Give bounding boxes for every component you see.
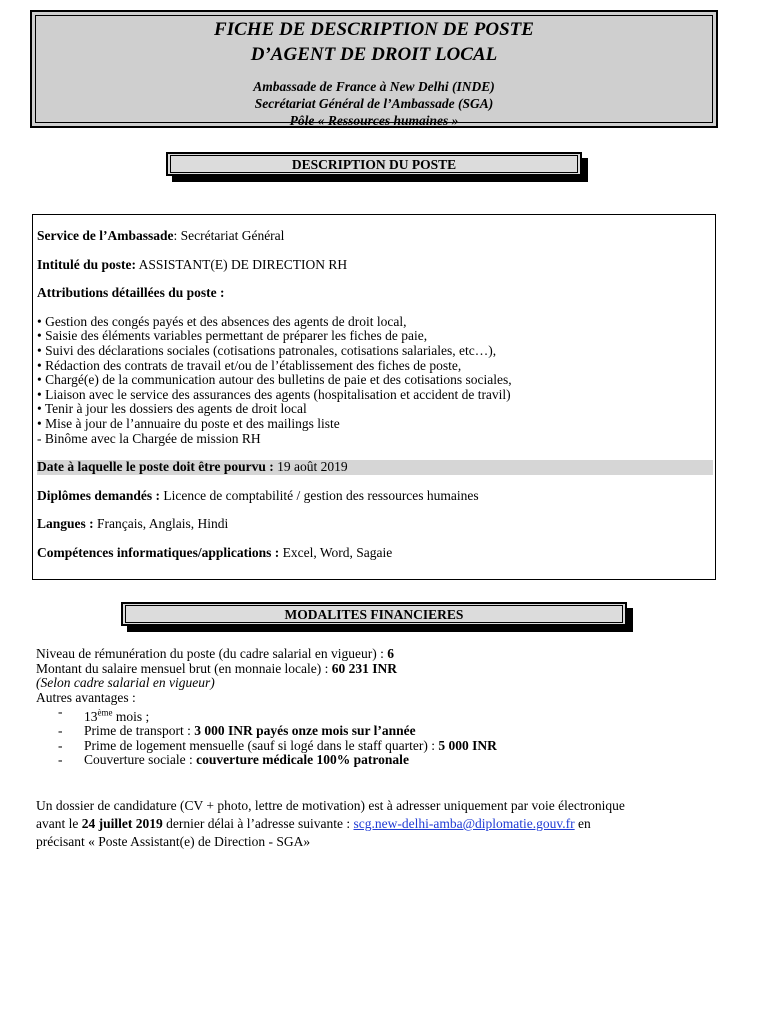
montant-line — [36, 662, 736, 677]
header-title-line1: FICHE DE DESCRIPTION DE POSTE — [214, 19, 534, 40]
closing-after-deadline: dernier délai à l’adresse suivante : — [162, 816, 354, 831]
diplomes-value: Licence de comptabilité / gestion des ressources humaines — [160, 487, 479, 503]
list-item: • Liaison avec le service des assurances des agents (hospitalisation et accident de travil) — [37, 386, 511, 402]
closing-line2 — [36, 815, 726, 833]
list-item — [36, 739, 736, 754]
closing-deadline: 24 juillet 2019 — [81, 816, 163, 831]
closing-line1: Un dossier de candidature (CV + photo, lettre de motivation) est à adresser uniquement par voie électronique — [36, 798, 625, 813]
niveau-text: Niveau de rémunération du poste (du cadre salarial en vigueur) : — [36, 646, 388, 661]
langues-label: Langues : — [37, 516, 94, 532]
avantage-num: 13 — [84, 708, 98, 724]
section-title-financial-text: MODALITES FINANCIERES — [284, 607, 464, 622]
avantages-list — [36, 705, 736, 768]
list-item: • Gestion des congés payés et des absences des agents de droit local, — [37, 313, 407, 329]
list-item — [36, 753, 736, 768]
header-title-line2: D’AGENT DE DROIT LOCAL — [250, 44, 498, 65]
niveau-line — [36, 647, 736, 662]
list-item: • Mise à jour de l’annuaire du poste et des mailings liste — [37, 415, 340, 431]
competences-line — [37, 546, 713, 561]
langues-line — [37, 517, 713, 532]
list-item: • Saisie des éléments variables permettant de préparer les fiches de paie, — [37, 328, 428, 344]
closing-avant: avant le — [36, 816, 82, 831]
closing-after-email: en — [574, 816, 591, 831]
avantage-text: mois ; — [112, 708, 150, 724]
service-label: Service de l’Ambassade — [37, 228, 174, 243]
closing-line3: précisant « Poste Assistant(e) de Direction - SGA» — [36, 834, 311, 849]
list-dash: - — [58, 737, 63, 753]
intitule-line — [37, 258, 713, 273]
montant-text: Montant du salaire mensuel brut (en monnaie locale) : — [36, 660, 332, 676]
header-embassy: Ambassade de France à New Delhi (INDE) — [253, 79, 495, 94]
date-value: 19 août 2019 — [273, 459, 348, 475]
list-item — [36, 724, 736, 739]
email-link[interactable]: scg.new-delhi-amba@diplomatie.gouv.fr — [353, 816, 575, 831]
attributions-list — [37, 315, 713, 446]
montant-value: 60 231 INR — [331, 660, 398, 676]
autres-avantages-label: Autres avantages : — [36, 689, 136, 705]
date-line — [37, 460, 713, 475]
list-item: • Tenir à jour les dossiers des agents de droit local — [37, 401, 307, 417]
header-pole: Pôle « Ressources humaines » — [289, 113, 459, 128]
description-box — [32, 214, 716, 580]
avantage-text: Prime de transport : — [84, 723, 195, 738]
application-instructions — [36, 797, 726, 851]
header-secretariat: Secrétariat Général de l’Ambassade (SGA) — [254, 96, 494, 111]
list-dash: - — [58, 723, 63, 738]
attributions-label: Attributions détaillées du poste : — [37, 285, 225, 301]
niveau-value: 6 — [387, 646, 394, 661]
avantage-text: Couverture sociale : — [84, 752, 197, 767]
list-item: • Suivi des déclarations sociales (cotisations patronales, cotisations salariales, etc…), — [37, 342, 497, 358]
avantage-value: 3 000 INR payés onze mois sur l’année — [194, 723, 416, 738]
service-line — [37, 229, 713, 244]
avantage-value: couverture médicale 100% patronale — [196, 752, 409, 767]
document-header — [30, 10, 718, 128]
langues-value: Français, Anglais, Hindi — [93, 516, 229, 532]
list-item — [36, 705, 736, 724]
list-item: • Rédaction des contrats de travail et/ou de l’établissement des fiches de poste, — [37, 357, 462, 373]
list-item: - Binôme avec la Chargée de mission RH — [37, 430, 261, 446]
avantage-value: 5 000 INR — [438, 737, 497, 753]
section-title-description — [166, 152, 582, 176]
list-dash: - — [58, 704, 63, 719]
avantage-sup: ème — [97, 707, 113, 717]
avantage-text: Prime de logement mensuelle (sauf si logé dans le staff quarter) : — [84, 737, 439, 753]
section-title-financial — [121, 602, 627, 626]
intitule-value: ASSISTANT(E) DE DIRECTION RH — [136, 256, 348, 272]
header-inner-frame — [35, 15, 713, 128]
competences-value: Excel, Word, Sagaie — [279, 544, 393, 560]
competences-label: Compétences informatiques/applications : — [37, 544, 280, 560]
service-value: : Secrétariat Général — [173, 228, 285, 243]
intitule-label: Intitulé du poste: — [37, 256, 137, 272]
list-dash: - — [58, 752, 63, 767]
diplomes-label: Diplômes demandés : — [37, 487, 161, 503]
date-label: Date à laquelle le poste doit être pourvu : — [37, 459, 274, 475]
financial-details — [36, 647, 736, 768]
list-item: • Chargé(e) de la communication autour des bulletins de paie et des cotisations sociales, — [37, 372, 512, 388]
diplomes-line — [37, 489, 713, 504]
selon-cadre: (Selon cadre salarial en vigueur) — [36, 675, 215, 690]
section-title-description-text: DESCRIPTION DU POSTE — [291, 157, 457, 172]
